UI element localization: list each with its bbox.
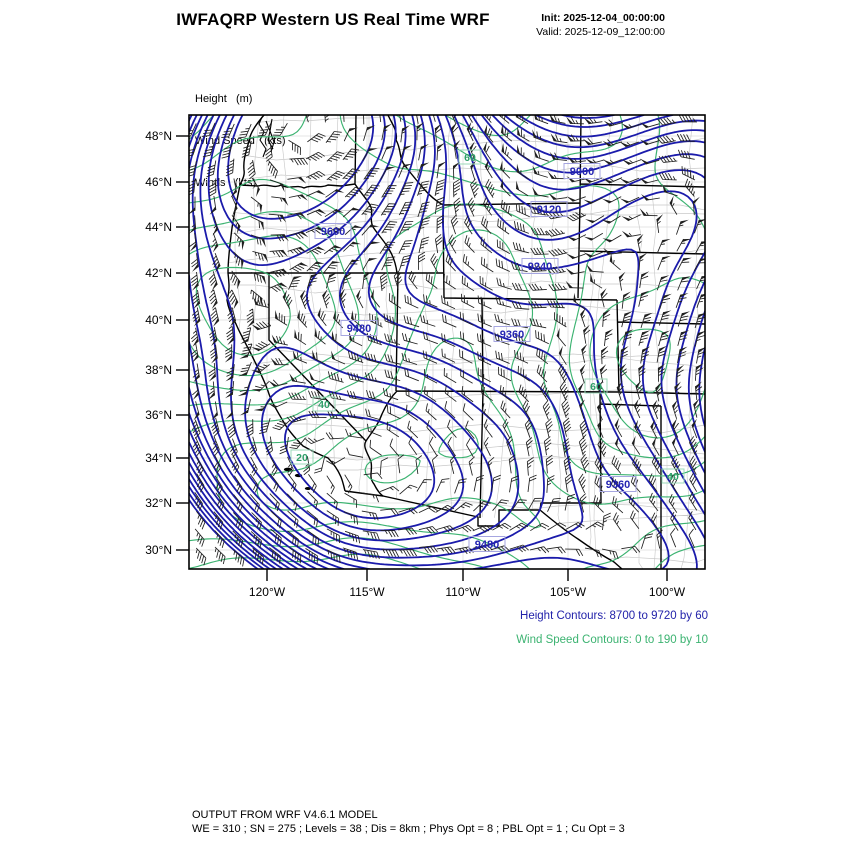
lat-tick-label: 32°N — [145, 496, 172, 510]
wind-speed-contour-caption: Wind Speed Contours: 0 to 190 by 10 — [516, 634, 708, 646]
model-info-line2: WE = 310 ; SN = 275 ; Levels = 38 ; Dis = 8km ; Phys Opt = 8 ; PBL Opt = 1 ; Cu Opt = 3 — [192, 822, 625, 835]
height-contour-label: 9000 — [569, 166, 595, 178]
height-contour-label: 9480 — [346, 323, 372, 335]
lon-tick-label: 105°W — [549, 585, 587, 599]
wind-speed-contour-label: 40 — [318, 399, 330, 411]
height-contour-label: 9360 — [499, 329, 525, 341]
lon-tick-label: 110°W — [445, 585, 481, 599]
lat-tick-label: 38°N — [145, 363, 172, 377]
lat-tick-label: 30°N — [145, 543, 172, 557]
init-time: Init: 2025-12-04_00:00:00 — [541, 12, 665, 24]
legend-wind-speed: Wind Speed (kts) — [195, 135, 286, 147]
lat-tick-label: 48°N — [145, 129, 172, 143]
height-contour-label: 9120 — [536, 204, 562, 216]
legend-height: Height (m) — [195, 93, 253, 105]
height-contour-label: 9360 — [605, 479, 631, 491]
height-contour-label: 9480 — [474, 539, 500, 551]
height-contour-caption: Height Contours: 8700 to 9720 by 60 — [520, 610, 708, 622]
lat-tick-label: 34°N — [145, 451, 172, 465]
lat-tick-label: 42°N — [145, 266, 172, 280]
lat-tick-label: 40°N — [145, 313, 172, 327]
height-contour-label: 9600 — [320, 226, 346, 238]
plot-title: IWFAQRP Western US Real Time WRF — [176, 10, 490, 29]
contour-captions — [516, 604, 708, 652]
wind-speed-contour-label: 20 — [296, 452, 308, 464]
model-info-line1: OUTPUT FROM WRF V4.6.1 MODEL — [192, 809, 378, 821]
lon-tick-label: 120°W — [248, 585, 286, 599]
lat-tick-label: 46°N — [145, 175, 172, 189]
lon-tick-label: 100°W — [648, 585, 686, 599]
legend-winds: Winds (kts) — [195, 177, 257, 189]
height-contour — [189, 115, 644, 569]
wind-speed-contour-label: 60 — [464, 152, 476, 164]
wind-speed-contour-label: 40 — [667, 471, 679, 483]
lon-tick-label: 115°W — [349, 585, 385, 599]
valid-time: Valid: 2025-12-09_12:00:00 — [536, 25, 665, 38]
model-info — [192, 809, 625, 836]
height-contour-label: 9240 — [527, 261, 553, 273]
lat-tick-label: 36°N — [145, 408, 172, 422]
lat-tick-label: 44°N — [145, 220, 172, 234]
wind-speed-contour-label: 60 — [590, 381, 602, 393]
